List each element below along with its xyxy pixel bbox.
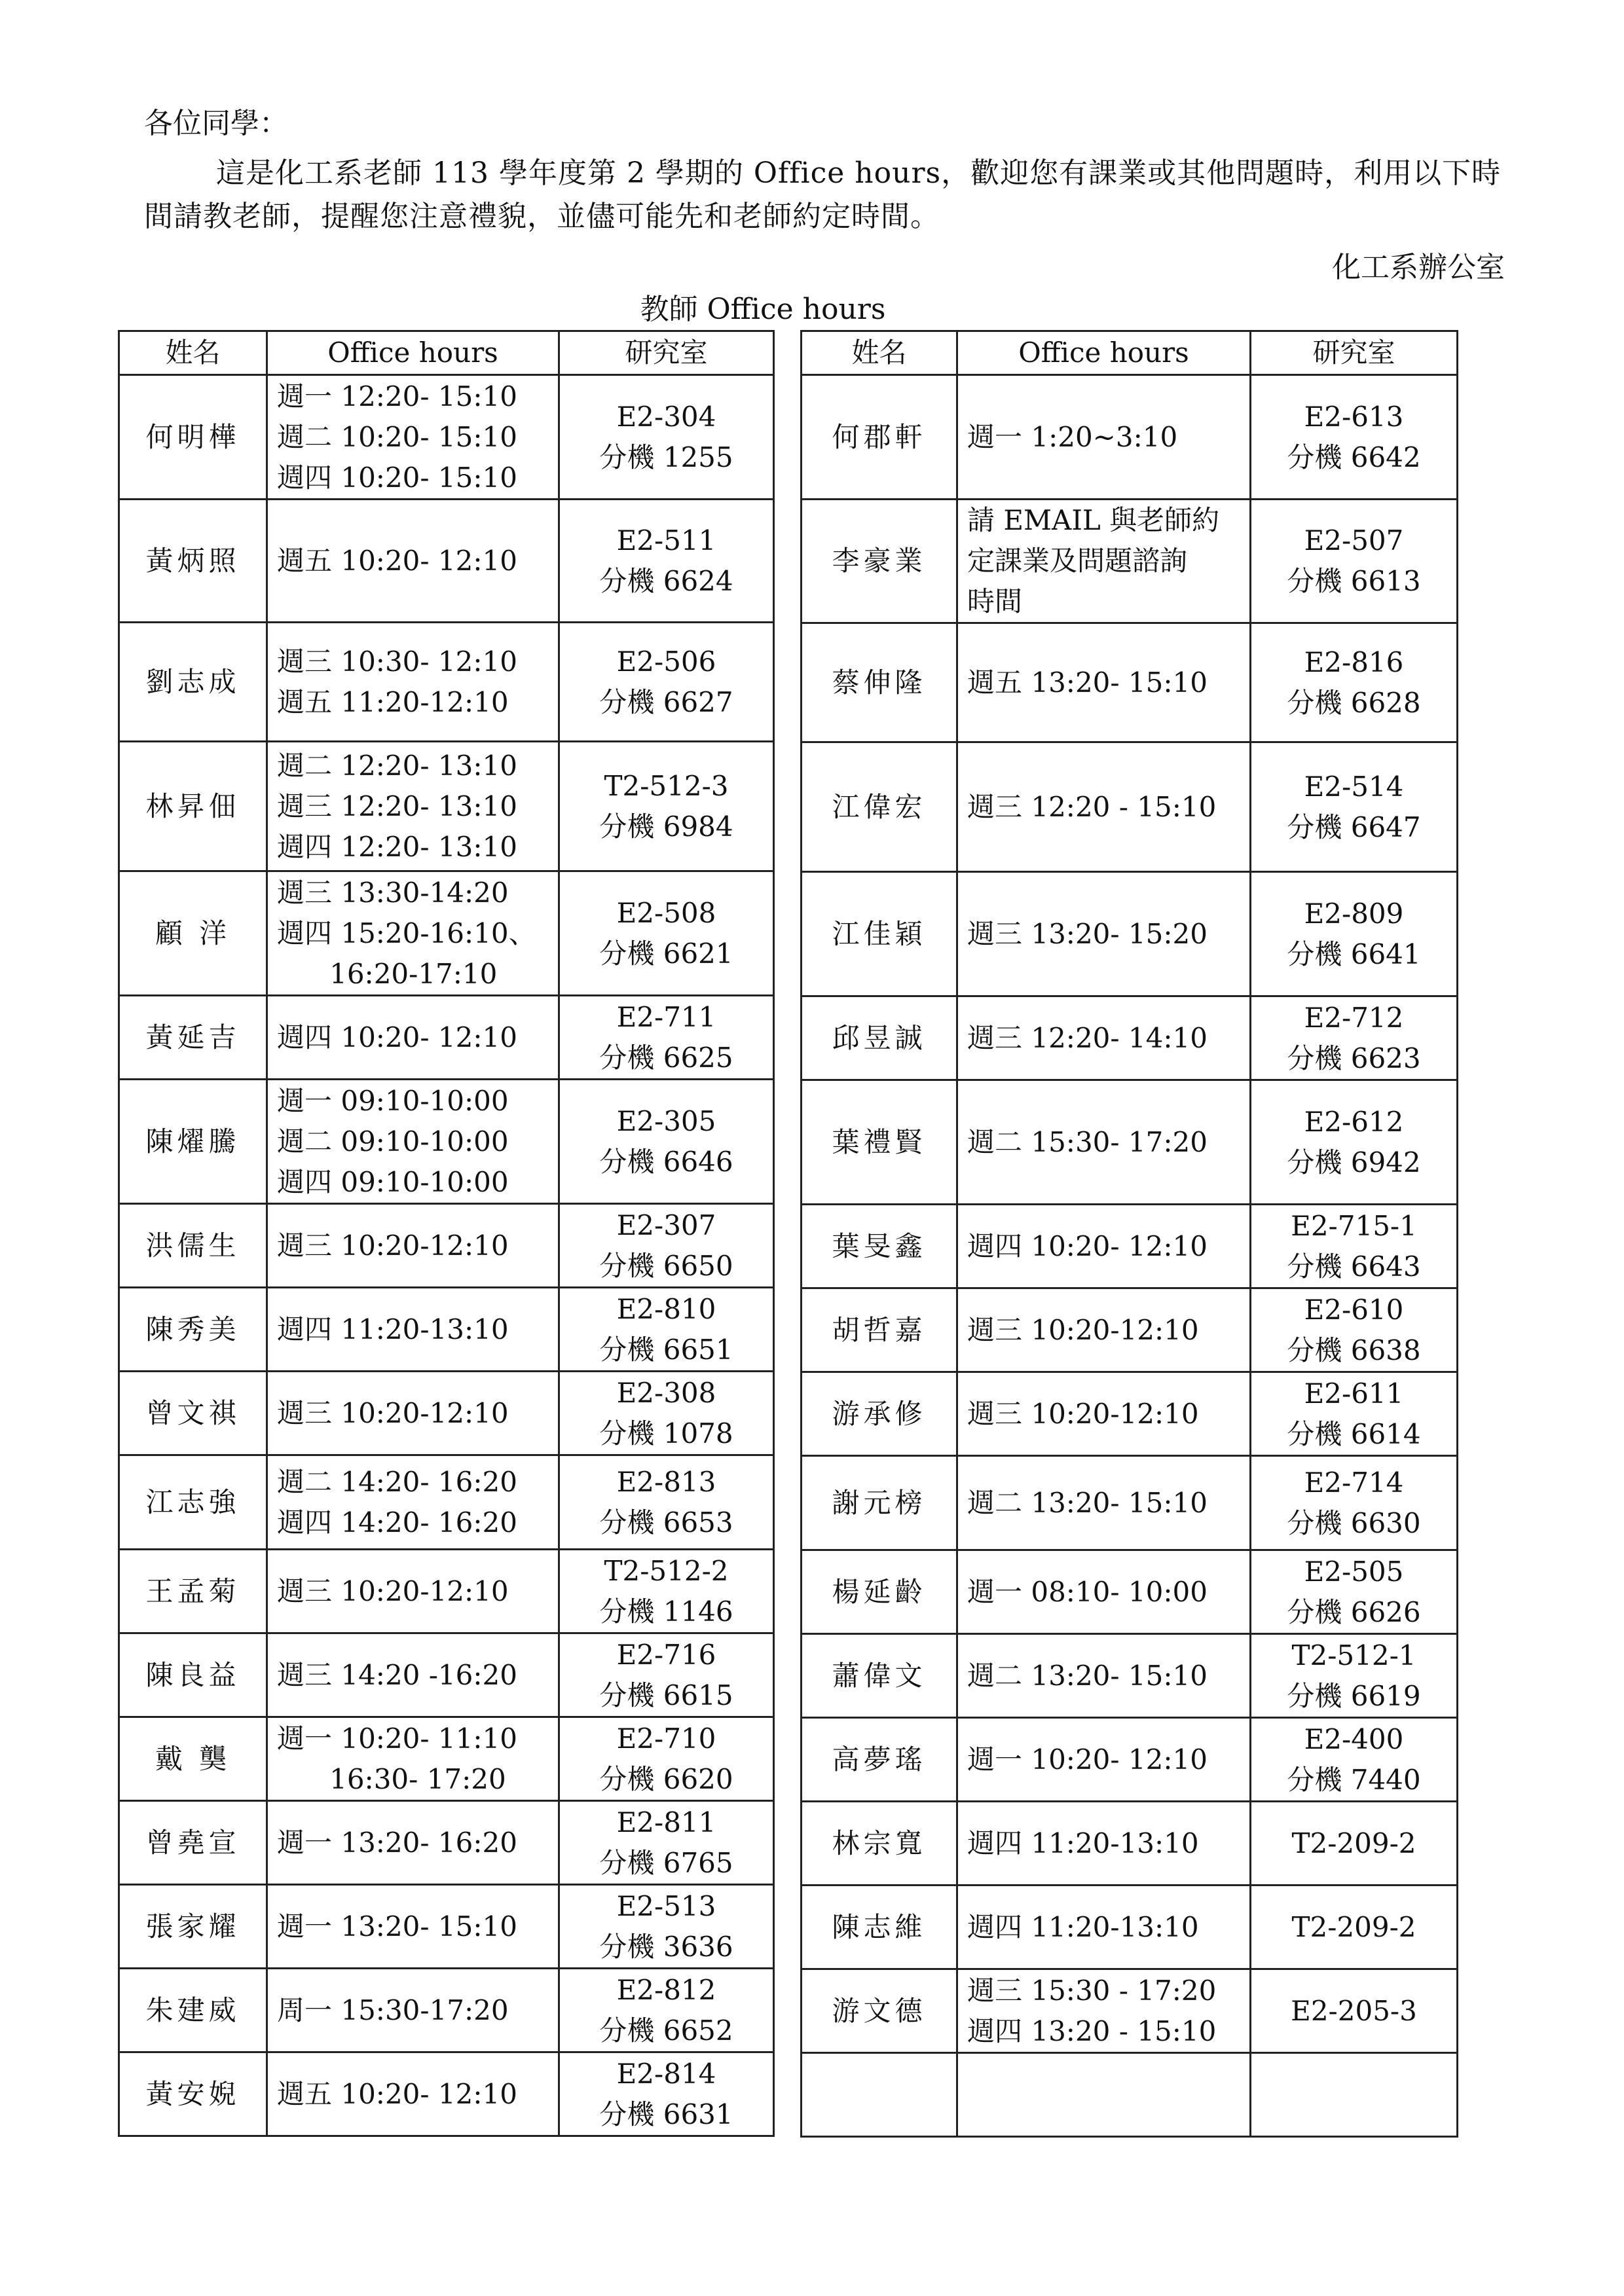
office-hours-line: 週四 15:20-16:10、 <box>277 917 536 949</box>
office-hours-line: 週三 14:20 -16:20 <box>277 1658 517 1691</box>
room-number: E2-610 <box>1304 1293 1404 1326</box>
table-row <box>802 872 1458 996</box>
room-number: E2-814 <box>616 2057 716 2090</box>
table-row <box>119 1885 774 1969</box>
office-hours-cell <box>267 375 559 500</box>
phone-extension: 分機 6653 <box>599 1506 733 1539</box>
room-cell <box>1251 1718 1458 1802</box>
office-hours-cell <box>267 1455 559 1550</box>
phone-extension: 分機 1146 <box>599 1595 733 1628</box>
phone-extension: 分機 6624 <box>599 564 733 597</box>
office-hours-line: 週二 10:20- 15:10 <box>277 420 517 453</box>
office-hours-line: 16:20-17:10 <box>277 957 498 990</box>
office-hours-line: 時間 <box>967 585 1023 617</box>
office-hours-line: 週三 10:20-12:10 <box>277 1396 509 1429</box>
table-row <box>119 1204 774 1288</box>
room-cell <box>559 742 774 871</box>
room-number: E2-714 <box>1304 1466 1404 1499</box>
room-cell <box>559 1633 774 1717</box>
room-number: E2-816 <box>1304 646 1404 678</box>
teacher-name: 張家耀 <box>119 1885 267 1969</box>
office-hours-cell <box>957 500 1251 623</box>
office-hours-line: 週一 09:10-10:00 <box>277 1084 509 1117</box>
teacher-name <box>802 2053 957 2137</box>
teacher-name: 蕭偉文 <box>802 1634 957 1718</box>
office-hours-line: 週三 10:20-12:10 <box>967 1397 1199 1430</box>
room-cell <box>1251 1080 1458 1205</box>
office-hours-cell <box>957 1969 1251 2053</box>
room-number: E2-508 <box>616 896 716 929</box>
header-room: 研究室 <box>559 331 774 375</box>
table-row <box>802 1969 1458 2053</box>
table-row <box>119 1550 774 1633</box>
teacher-name: 江偉宏 <box>802 742 957 872</box>
office-hours-line: 週五 13:20- 15:10 <box>967 666 1208 699</box>
office-hours-cell <box>957 1456 1251 1550</box>
office-hours-line: 週五 10:20- 12:10 <box>277 544 517 577</box>
table-row <box>802 1718 1458 1802</box>
room-number: E2-613 <box>1304 400 1404 433</box>
teacher-name: 游文德 <box>802 1969 957 2053</box>
room-cell <box>559 1550 774 1633</box>
room-number: E2-711 <box>616 1000 716 1033</box>
office-hours-line: 週三 10:20-12:10 <box>277 1229 509 1262</box>
phone-extension: 分機 6626 <box>1287 1595 1421 1628</box>
header-office-hours: Office hours <box>957 331 1251 375</box>
room-cell <box>559 996 774 1080</box>
office-hours-cell <box>267 1717 559 1801</box>
office-hours-cell <box>267 871 559 996</box>
phone-extension: 分機 6765 <box>599 1846 733 1879</box>
office-hours-cell <box>267 2052 559 2136</box>
office-hours-line: 週三 13:30-14:20 <box>277 876 509 909</box>
table-header-row <box>119 331 774 375</box>
phone-extension: 分機 6627 <box>599 685 733 718</box>
table-row <box>119 996 774 1080</box>
office-hours-line: 週三 13:20- 15:20 <box>967 917 1208 950</box>
room-number: E2-811 <box>616 1806 716 1838</box>
office-hours-cell <box>957 2053 1251 2137</box>
phone-extension: 分機 6984 <box>599 810 733 843</box>
phone-extension: 分機 3636 <box>599 1930 733 1963</box>
table-row <box>119 1717 774 1801</box>
room-cell <box>559 871 774 996</box>
office-hours-cell <box>267 996 559 1080</box>
room-cell <box>559 623 774 742</box>
phone-extension: 分機 6647 <box>1287 811 1421 843</box>
office-hours-line: 週二 12:20- 13:10 <box>277 749 517 782</box>
room-number: E2-513 <box>616 1889 716 1922</box>
table-row <box>119 1455 774 1550</box>
office-hours-cell <box>957 742 1251 872</box>
phone-extension: 分機 6615 <box>599 1679 733 1711</box>
office-hours-line: 週二 14:20- 16:20 <box>277 1465 517 1498</box>
office-hours-line: 週一 13:20- 16:20 <box>277 1826 517 1859</box>
teacher-name: 謝元榜 <box>802 1456 957 1550</box>
room-number: E2-511 <box>616 524 716 556</box>
office-hours-line: 週五 10:20- 12:10 <box>277 2077 517 2110</box>
table-header-row <box>802 331 1458 375</box>
office-hours-line: 週四 09:10-10:00 <box>277 1165 509 1198</box>
phone-extension: 分機 6642 <box>1287 441 1421 473</box>
header-name: 姓名 <box>119 331 267 375</box>
teacher-name: 黃延吉 <box>119 996 267 1080</box>
table-row <box>119 375 774 500</box>
teacher-name: 曾堯宣 <box>119 1801 267 1885</box>
teacher-name: 林昇佃 <box>119 742 267 871</box>
teacher-name: 洪儒生 <box>119 1204 267 1288</box>
room-number: E2-812 <box>616 1973 716 2006</box>
phone-extension: 分機 7440 <box>1287 1763 1421 1796</box>
table-row <box>119 1080 774 1204</box>
header-office-hours: Office hours <box>267 331 559 375</box>
header-name: 姓名 <box>802 331 957 375</box>
office-hours-line: 週一 13:20- 15:10 <box>277 1910 517 1942</box>
table-row <box>802 742 1458 872</box>
office-hours-cell <box>267 1372 559 1455</box>
office-hours-line: 週一 10:20- 11:10 <box>277 1722 517 1755</box>
office-hours-line: 週四 14:20- 16:20 <box>277 1506 517 1539</box>
teacher-name: 劉志成 <box>119 623 267 742</box>
table-row <box>119 2052 774 2136</box>
office-hours-line: 週一 08:10- 10:00 <box>967 1575 1208 1608</box>
phone-extension: 分機 6623 <box>1287 1042 1421 1074</box>
table-row <box>802 623 1458 742</box>
table-row <box>802 1372 1458 1456</box>
office-hours-line: 週三 10:20-12:10 <box>967 1313 1199 1346</box>
phone-extension: 分機 6651 <box>599 1333 733 1366</box>
office-hours-line: 週四 12:20- 13:10 <box>277 830 517 863</box>
table-row <box>802 375 1458 500</box>
room-number: E2-400 <box>1304 1722 1404 1755</box>
room-number: E2-710 <box>616 1722 716 1755</box>
intro-line-2: 間請教老師，提醒您注意禮貌，並儘可能先和老師約定時間。 <box>144 200 940 233</box>
table-row <box>802 1456 1458 1550</box>
room-cell <box>1251 2053 1458 2137</box>
office-hours-line: 週三 12:20- 13:10 <box>277 790 517 822</box>
table-title: 教師 Office hours <box>640 293 886 326</box>
teacher-name: 陳燿騰 <box>119 1080 267 1204</box>
table-row <box>802 1634 1458 1718</box>
room-number: E2-712 <box>1304 1001 1404 1034</box>
room-number: E2-612 <box>1304 1105 1404 1138</box>
office-hours-cell <box>957 1802 1251 1886</box>
room-number: T2-209-2 <box>1291 1910 1416 1943</box>
room-number: E2-506 <box>616 645 716 678</box>
phone-extension: 分機 6630 <box>1287 1506 1421 1539</box>
room-number: E2-809 <box>1304 897 1404 930</box>
office-signature: 化工系辦公室 <box>1332 251 1505 284</box>
office-hours-cell <box>957 1205 1251 1288</box>
office-hours-line: 週四 11:20-13:10 <box>967 1827 1199 1859</box>
room-number: E2-611 <box>1304 1377 1404 1410</box>
teacher-name: 江佳穎 <box>802 872 957 996</box>
office-hours-cell <box>957 1288 1251 1372</box>
office-hours-line: 週四 10:20- 12:10 <box>277 1021 517 1053</box>
phone-extension: 分機 6652 <box>599 2014 733 2047</box>
phone-extension: 分機 6620 <box>599 1762 733 1795</box>
room-cell <box>559 375 774 500</box>
table-row <box>802 1550 1458 1634</box>
office-hours-table-right <box>800 330 1458 2138</box>
table-row <box>119 1801 774 1885</box>
table-row <box>802 1080 1458 1205</box>
table-row <box>119 1633 774 1717</box>
table-row <box>802 1288 1458 1372</box>
office-hours-cell <box>267 623 559 742</box>
office-hours-cell <box>957 1634 1251 1718</box>
office-hours-cell <box>267 1204 559 1288</box>
room-cell <box>559 500 774 623</box>
room-cell <box>1251 872 1458 996</box>
teacher-name: 顧 洋 <box>119 871 267 996</box>
office-hours-line: 週三 10:30- 12:10 <box>277 645 517 678</box>
room-number: T2-512-3 <box>604 769 729 802</box>
room-number: E2-716 <box>616 1638 716 1671</box>
header-room: 研究室 <box>1251 331 1458 375</box>
room-number: E2-308 <box>616 1376 716 1409</box>
office-hours-cell <box>957 1886 1251 1969</box>
room-number: E2-307 <box>616 1209 716 1241</box>
teacher-name: 王孟菊 <box>119 1550 267 1633</box>
teacher-name: 葉禮賢 <box>802 1080 957 1205</box>
room-cell <box>559 1969 774 2052</box>
room-cell <box>1251 1634 1458 1718</box>
teacher-name: 楊延齡 <box>802 1550 957 1634</box>
room-number: T2-512-2 <box>604 1554 729 1587</box>
room-number: E2-514 <box>1304 770 1404 803</box>
room-number: E2-507 <box>1304 524 1404 556</box>
phone-extension: 分機 6625 <box>599 1041 733 1074</box>
teacher-name: 胡哲嘉 <box>802 1288 957 1372</box>
room-number: E2-304 <box>616 400 716 433</box>
room-cell <box>1251 996 1458 1080</box>
office-hours-line: 週三 12:20 - 15:10 <box>967 790 1217 823</box>
office-hours-cell <box>267 1080 559 1204</box>
table-row <box>119 623 774 742</box>
teacher-name: 江志強 <box>119 1455 267 1550</box>
teacher-name: 蔡伸隆 <box>802 623 957 742</box>
room-cell <box>559 1885 774 1969</box>
office-hours-line: 週四 11:20-13:10 <box>967 1910 1199 1943</box>
room-cell <box>559 1717 774 1801</box>
teacher-name: 邱昱誠 <box>802 996 957 1080</box>
room-cell <box>1251 1550 1458 1634</box>
office-hours-cell <box>957 1080 1251 1205</box>
office-hours-cell <box>267 1288 559 1372</box>
room-cell <box>559 1455 774 1550</box>
office-hours-line: 週一 12:20- 15:10 <box>277 380 517 412</box>
office-hours-table-left <box>118 330 775 2137</box>
teacher-name: 曾文祺 <box>119 1372 267 1455</box>
teacher-name: 林宗寬 <box>802 1802 957 1886</box>
office-hours-cell <box>267 1801 559 1885</box>
phone-extension: 分機 6641 <box>1287 938 1421 970</box>
teacher-name: 游承修 <box>802 1372 957 1456</box>
room-cell <box>1251 742 1458 872</box>
office-hours-line: 周一 15:30-17:20 <box>277 1994 509 2026</box>
phone-extension: 分機 6619 <box>1287 1679 1421 1712</box>
office-hours-cell <box>957 1550 1251 1634</box>
table-row <box>802 1886 1458 1969</box>
room-cell <box>559 1801 774 1885</box>
table-row <box>119 1372 774 1455</box>
office-hours-line: 週二 13:20- 15:10 <box>967 1659 1208 1692</box>
room-number: E2-715-1 <box>1291 1209 1417 1242</box>
teacher-name: 高夢瑤 <box>802 1718 957 1802</box>
room-cell <box>1251 1205 1458 1288</box>
phone-extension: 分機 6613 <box>1287 565 1421 597</box>
room-cell <box>1251 623 1458 742</box>
office-hours-line: 週二 13:20- 15:10 <box>967 1486 1208 1519</box>
table-row <box>119 871 774 996</box>
teacher-name: 葉旻鑫 <box>802 1205 957 1288</box>
teacher-name: 何明樺 <box>119 375 267 500</box>
teacher-name: 陳志維 <box>802 1886 957 1969</box>
room-number: T2-209-2 <box>1291 1827 1416 1859</box>
room-cell <box>1251 1802 1458 1886</box>
office-hours-cell <box>267 1969 559 2052</box>
office-hours-line: 週四 10:20- 15:10 <box>277 461 517 494</box>
room-cell <box>559 1288 774 1372</box>
table-row <box>802 996 1458 1080</box>
room-cell <box>559 1372 774 1455</box>
greeting: 各位同學： <box>144 107 288 140</box>
office-hours-cell <box>957 1718 1251 1802</box>
phone-extension: 分機 6942 <box>1287 1146 1421 1178</box>
room-cell <box>1251 1372 1458 1456</box>
table-row <box>119 742 774 871</box>
room-number: E2-305 <box>616 1104 716 1137</box>
phone-extension: 分機 6614 <box>1287 1417 1421 1450</box>
office-hours-line: 定課業及問題諮詢 <box>967 545 1188 577</box>
office-hours-cell <box>267 1550 559 1633</box>
office-hours-cell <box>957 623 1251 742</box>
table-row <box>802 500 1458 623</box>
teacher-name: 戴 龑 <box>119 1717 267 1801</box>
office-hours-cell <box>957 1372 1251 1456</box>
table-row <box>802 1802 1458 1886</box>
office-hours-cell <box>957 996 1251 1080</box>
office-hours-line: 週一 1:20~3:10 <box>967 420 1178 453</box>
room-cell <box>1251 1886 1458 1969</box>
office-hours-line: 週四 13:20 - 15:10 <box>967 2014 1217 2047</box>
table-row <box>802 2053 1458 2137</box>
office-hours-line: 週一 10:20- 12:10 <box>967 1743 1208 1776</box>
office-hours-cell <box>267 1885 559 1969</box>
table-row <box>119 1969 774 2052</box>
phone-extension: 分機 6646 <box>599 1145 733 1178</box>
phone-extension: 分機 6638 <box>1287 1334 1421 1366</box>
room-cell <box>1251 1456 1458 1550</box>
phone-extension: 分機 6631 <box>599 2098 733 2130</box>
teacher-name: 黃炳照 <box>119 500 267 623</box>
table-row <box>802 1205 1458 1288</box>
office-hours-line: 16:30- 17:20 <box>277 1762 506 1795</box>
room-cell <box>1251 375 1458 500</box>
office-hours-cell <box>267 500 559 623</box>
teacher-name: 陳良益 <box>119 1633 267 1717</box>
office-hours-line: 週四 11:20-13:10 <box>277 1313 509 1345</box>
office-hours-line: 週三 12:20- 14:10 <box>967 1021 1208 1054</box>
room-cell <box>559 2052 774 2136</box>
intro-line-1: 這是化工系老師 113 學年度第 2 學期的 Office hours，歡迎您有課業或其他問題時，利用以下時 <box>216 156 1502 190</box>
room-cell <box>559 1080 774 1204</box>
table-row <box>119 500 774 623</box>
phone-extension: 分機 6621 <box>599 937 733 970</box>
office-hours-cell <box>957 375 1251 500</box>
office-hours-line: 週二 15:30- 17:20 <box>967 1125 1208 1158</box>
room-number: T2-512-1 <box>1291 1639 1416 1671</box>
office-hours-cell <box>267 1633 559 1717</box>
phone-extension: 分機 6628 <box>1287 686 1421 719</box>
teacher-name: 朱建威 <box>119 1969 267 2052</box>
office-hours-cell <box>267 742 559 871</box>
room-number: E2-813 <box>616 1465 716 1498</box>
phone-extension: 分機 1255 <box>599 441 733 473</box>
office-hours-line: 週三 15:30 - 17:20 <box>967 1974 1217 2007</box>
teacher-name: 何郡軒 <box>802 375 957 500</box>
room-number: E2-205-3 <box>1291 1994 1417 2027</box>
office-hours-line: 週五 11:20-12:10 <box>277 685 509 718</box>
teacher-name: 李豪業 <box>802 500 957 623</box>
phone-extension: 分機 6643 <box>1287 1250 1421 1283</box>
room-cell <box>559 1204 774 1288</box>
room-cell <box>1251 1969 1458 2053</box>
room-number: E2-505 <box>1304 1555 1404 1588</box>
table-row <box>119 1288 774 1372</box>
office-hours-line: 週二 09:10-10:00 <box>277 1125 509 1157</box>
office-hours-cell <box>957 872 1251 996</box>
phone-extension: 分機 1078 <box>599 1417 733 1449</box>
phone-extension: 分機 6650 <box>599 1249 733 1282</box>
office-hours-line: 請 EMAIL 與老師約 <box>967 504 1220 536</box>
room-cell <box>1251 1288 1458 1372</box>
teacher-name: 陳秀美 <box>119 1288 267 1372</box>
office-hours-line: 週四 10:20- 12:10 <box>967 1230 1208 1262</box>
room-number: E2-810 <box>616 1292 716 1325</box>
office-hours-line: 週三 10:20-12:10 <box>277 1575 509 1607</box>
teacher-name: 黃安婗 <box>119 2052 267 2136</box>
room-cell <box>1251 500 1458 623</box>
